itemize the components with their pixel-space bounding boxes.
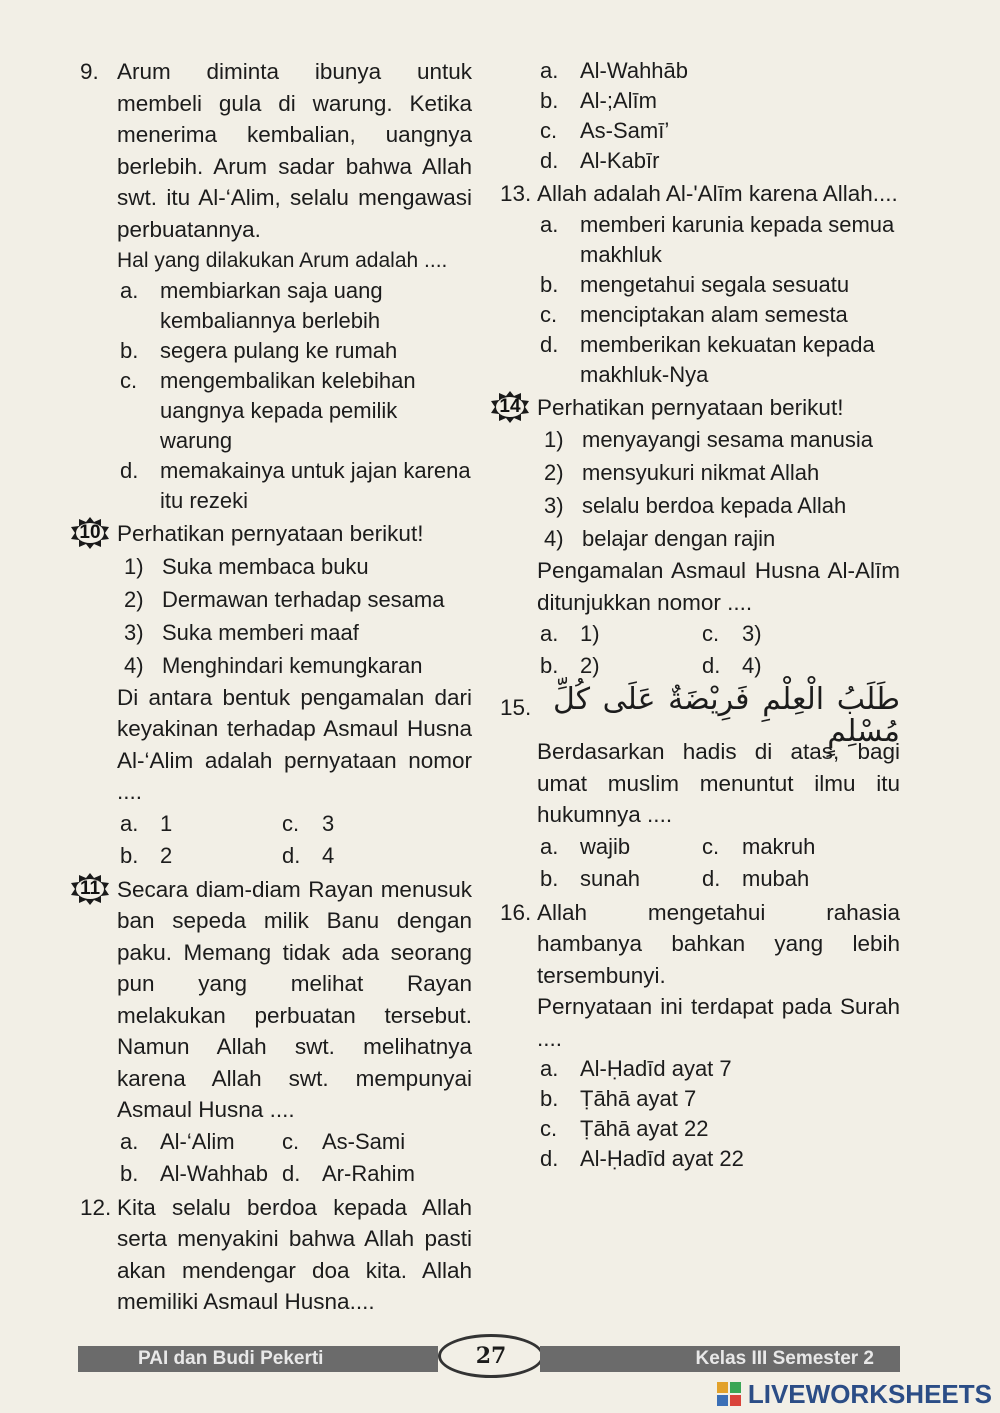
question-number: 15. [500,695,532,720]
hadith-arabic: طَلَبُ الْعِلْمِ فَرِيْضَةٌ عَلَى كُلِّ مُسْلِمٍ [553,682,900,749]
question-number-badge: 10 [70,517,110,549]
statement-4: 4) Menghindari kemungkaran [124,652,423,678]
option-a[interactable]: a. membiarkan saja uang kembaliannya berlebih [120,278,383,333]
question-9 [80,56,472,516]
question-13 [500,178,900,390]
option-d[interactable]: d. memberikan kekuatan kepada makhluk-Nya [540,331,875,387]
option-d[interactable]: d. mubah [702,865,810,891]
option-a[interactable]: a. Al-Ḥadīd ayat 7 [540,1056,732,1081]
option-d[interactable]: d. 4) [702,653,762,678]
question-12-options [500,56,900,176]
question-text: Secara diam-diam Rayan menusuk ban sepeda milik Banu dengan paku. Memang tidak ada seorang pun yang melihat Rayan melakukan perbuatan tersebut. Namun Allah swt. melihatnya karena Allah swt. mempunyai Asmaul Husna .... [117,876,472,1122]
right-column [500,56,900,1176]
option-c[interactable]: c. mengembalikan kelebihan uangnya kepada pemilik warung [120,368,416,453]
option-c[interactable]: c. Ṭāhā ayat 22 [540,1116,709,1141]
statement-3: 3) Suka memberi maaf [124,619,359,645]
option-a[interactable]: a. wajib [540,833,631,859]
options-grid [540,618,900,682]
option-c[interactable]: c. 3) [702,621,762,646]
question-number-badge: 11 [70,873,110,905]
liveworksheets-logo-icon [716,1381,742,1407]
watermark [716,1378,992,1410]
question-number-badge: 14 [490,391,530,423]
option-b[interactable]: b. Al-Wahhab [120,1160,269,1186]
option-d[interactable]: d. 4 [282,842,335,868]
statement-1: 1) Suka membaca buku [124,553,369,579]
question-text: Kita selalu berdoa kepada Allah serta menyakini bahwa Allah pasti akan mendengar doa kita. Allah memiliki Asmaul Husna.... [117,1194,472,1314]
option-b[interactable]: b. Ṭāhā ayat 7 [540,1086,697,1111]
option-c[interactable]: c. As-Samī’ [540,118,670,143]
question-12 [80,1192,472,1318]
question-prompt: Pernyataan ini terdapat pada Surah .... [537,994,900,1051]
page-footer [78,1334,900,1374]
footer-class: Kelas III Semester 2 [540,1346,900,1372]
question-prompt: Hal yang dilakukan Arum adalah .... [117,249,448,272]
question-number: 9. [80,59,99,84]
question-prompt: Pengamalan Asmaul Husna Al-Alīm ditunjukkan nomor .... [537,558,900,615]
statement-2: 2) Dermawan terhadap sesama [124,586,445,612]
option-c[interactable]: c. menciptakan alam semesta [540,301,848,327]
option-d[interactable]: d. Al-Kabīr [540,148,660,173]
statement-3: 3) selalu berdoa kepada Allah [544,493,847,518]
page-number: 27 [438,1334,544,1378]
question-number: 12. [80,1194,112,1220]
statement-2: 2) mensyukuri nikmat Allah [544,460,820,485]
question-text: Perhatikan pernyataan berikut! [117,521,424,546]
question-16 [500,897,900,1175]
option-a[interactable]: a. 1 [120,810,173,836]
question-text: Arum diminta ibunya untuk membeli gula di warung. Ketika menerima kembalian, uangnya berlebih. Arum sadar bahwa Allah swt. itu Al-‘Alim, selalu mengawasi perbuatannya. [117,59,472,242]
question-text: Berdasarkan hadis di atas, bagi umat muslim menuntut ilmu itu hukumnya .... [537,739,900,827]
question-text: Perhatikan pernyataan berikut! [537,394,844,420]
question-prompt: Di antara bentuk pengamalan dari keyakinan terhadap Asmaul Husna Al-‘Alim adalah pernyataan nomor .... [117,684,472,804]
option-b[interactable]: b. sunah [540,865,640,891]
question-text: Allah mengetahui rahasia hambanya bahkan yang lebih tersembunyi. [537,899,900,988]
option-a[interactable]: a. memberi karunia kepada semua makhluk [540,211,895,267]
options-grid [120,1126,472,1190]
option-c[interactable]: c. makruh [702,833,816,859]
footer-subject: PAI dan Budi Pekerti [78,1346,438,1372]
options-grid [120,808,472,872]
question-14 [500,392,900,683]
question-text: Allah adalah Al-'Alīm karena Allah.... [537,181,898,206]
option-b[interactable]: b. mengetahui segala sesuatu [540,271,850,297]
question-number: 16. [500,899,532,925]
watermark-text: LIVEWORKSHEETS [747,1378,992,1409]
statement-4: 4) belajar dengan rajin [544,526,776,551]
question-15 [500,684,900,895]
option-b[interactable]: b. 2) [540,653,600,678]
statement-1: 1) menyayangi sesama manusia [544,427,874,452]
option-a[interactable]: a. Al-Wahhāb [540,58,689,83]
option-b[interactable]: b. 2 [120,842,173,868]
option-a[interactable]: a. 1) [540,621,600,646]
option-b[interactable]: b. segera pulang ke rumah [120,338,398,363]
option-a[interactable]: a. Al-‘Alim [120,1128,235,1154]
option-c[interactable]: c. 3 [282,810,335,836]
options-grid [540,831,900,895]
left-column [80,56,472,1320]
option-d[interactable]: d. Ar-Rahim [282,1160,415,1186]
option-d[interactable]: d. Al-Ḥadīd ayat 22 [540,1146,744,1171]
option-b[interactable]: b. Al-;Alīm [540,88,657,113]
option-c[interactable]: c. As-Sami [282,1128,406,1154]
option-d[interactable]: d. memakainya untuk jajan karena itu rezeki [120,458,471,513]
question-number: 13. [500,181,532,206]
question-10 [80,518,472,872]
question-11 [80,874,472,1190]
